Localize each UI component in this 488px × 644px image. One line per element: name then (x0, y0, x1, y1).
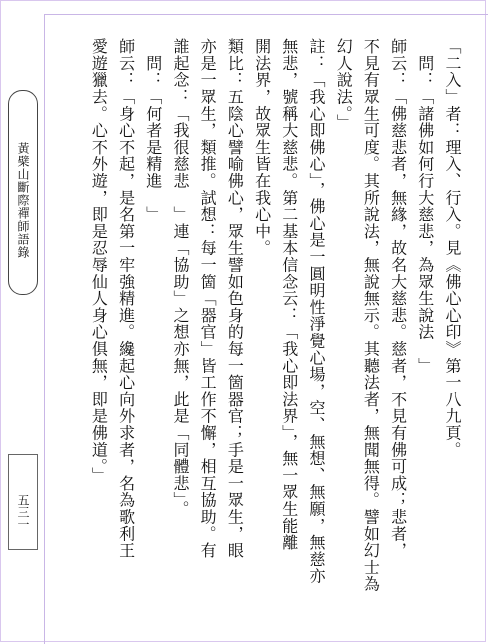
text-line: 無悲，號稱大慈悲。第二基本信念云：「我心即法界」，無一眾生能離 (279, 38, 299, 551)
text-line: 幻人說法。」 (334, 38, 354, 131)
text-line: 開法界，故眾生皆在我心中。 (252, 38, 272, 257)
text-line: 問：「諸佛如何行大慈悲，為眾生說法 」 (415, 38, 435, 374)
page-number: 五三一 (16, 494, 30, 530)
book-title: 黃檗山斷際禪師語錄 (8, 90, 38, 295)
text-line: 不見有眾生可度。其所說法，無說無示。其聽法者，無聞無得。譬如幻士為 (361, 38, 381, 593)
body-text (85, 38, 466, 630)
text-line: 類比：五陰心譬喻佛心，眾生譬如色身的每一箇器官；手是一眾生，眼 (225, 38, 245, 559)
text-line: 師云：「身心不起，是名第一牢強精進。纔起心向外求者，名為歌利王 (116, 38, 136, 559)
text-line: 愛遊獵去。心不外遊，即是忍辱仙人身心俱無，即是佛道。」 (89, 38, 109, 484)
text-line: 師云：「佛慈悲者，無緣，故名大慈悲。慈者，不見有佛可成；悲者， (388, 38, 408, 559)
left-rule (44, 14, 45, 644)
text-line: 問：「何者是精進 」 (143, 38, 163, 223)
text-line: 註：「我心即佛心」，佛心是一圓明性淨覺心場，空、無想、無願，無慈亦 (306, 38, 326, 585)
text-line: 誰起念：「我很慈悲 」連「協助」之想亦無，此是「同體悲」。 (170, 38, 190, 518)
text-line: 亦是一眾生，類推。試想：每一箇「器官」皆工作不懈，相互協助。有 (198, 38, 218, 559)
top-rule (44, 14, 488, 15)
text-line: 「二入」者：理入、行入。見《佛心心印》第一八九頁。 (443, 38, 462, 458)
